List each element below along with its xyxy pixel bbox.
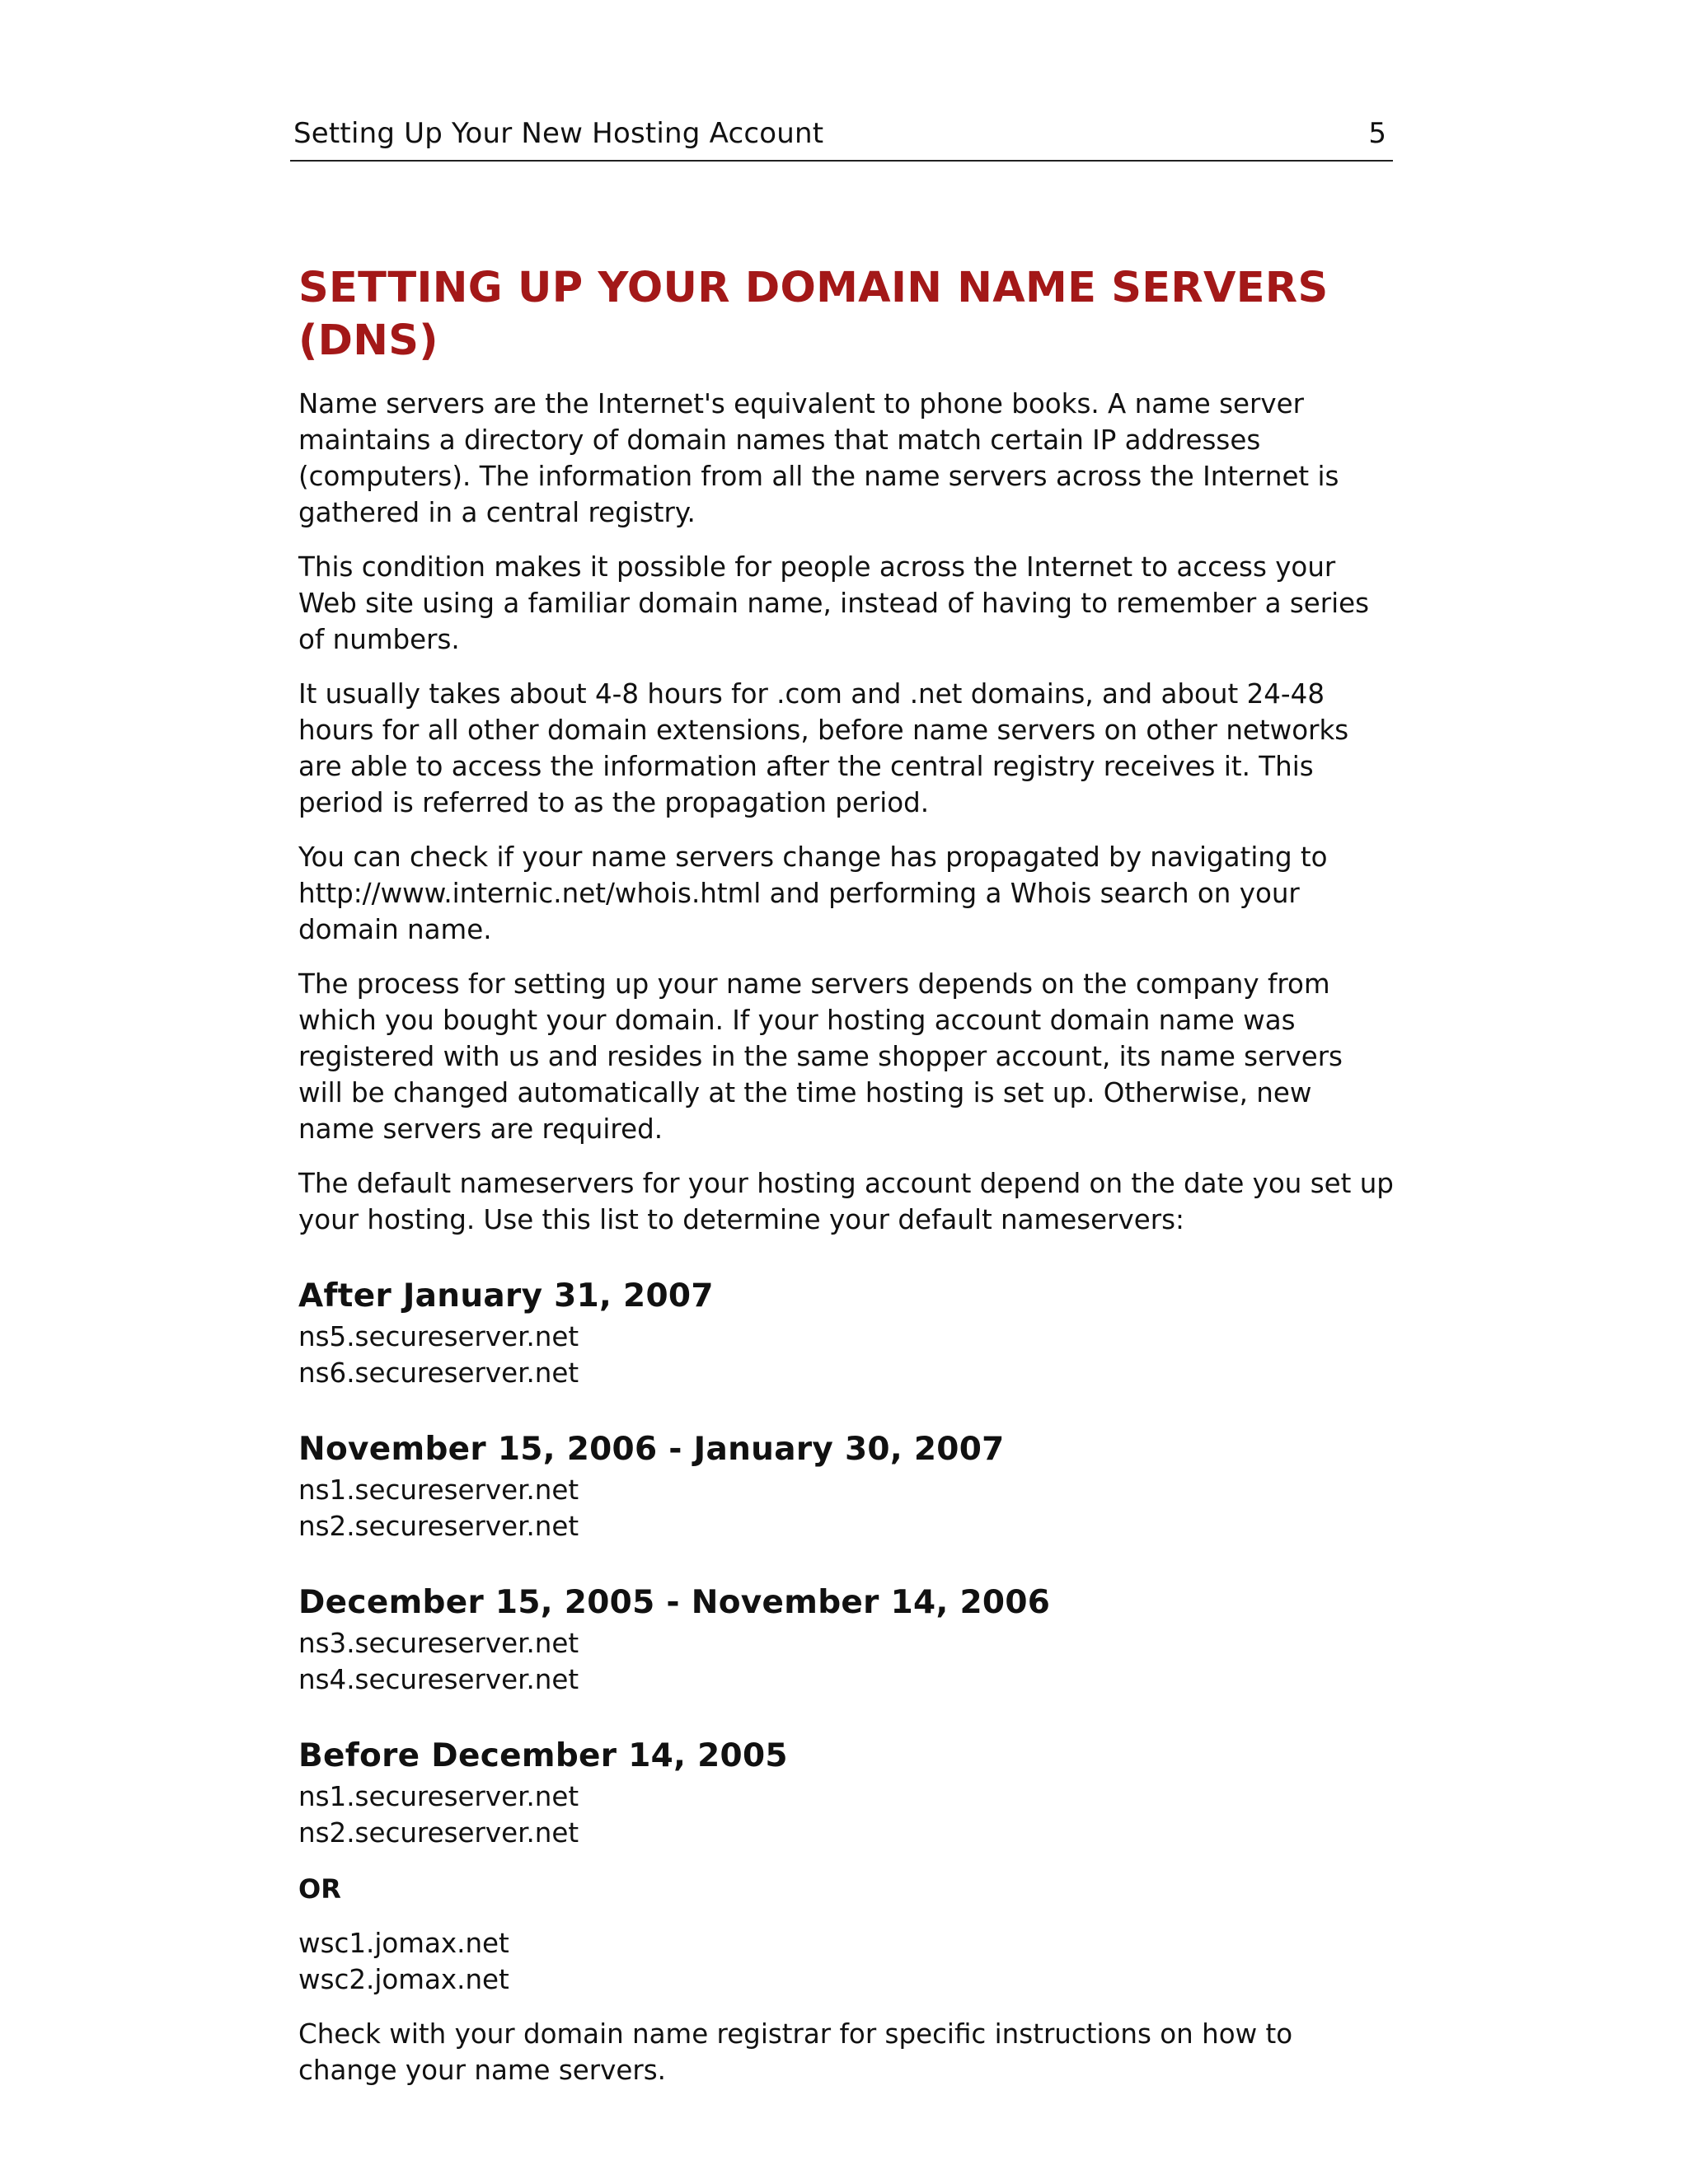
nameserver-entry: ns5.secureserver.net (298, 1321, 579, 1352)
nameserver-entry: ns3.secureserver.net (298, 1628, 579, 1659)
nameserver-entry: ns1.secureserver.net (298, 1781, 579, 1812)
nameserver-entry: wsc1.jomax.net (298, 1928, 509, 1959)
paragraph-familiar-domain: This condition makes it possible for people across the Internet to access your Web site using a familiar domain name, instead of having to remember a series of numbers. (298, 551, 1370, 655)
date-range-heading: November 15, 2006 - January 30, 2007 (298, 1431, 1005, 1468)
nameserver-entry: wsc2.jomax.net (298, 1964, 509, 1995)
nameserver-entry: ns2.secureserver.net (298, 1511, 579, 1542)
nameserver-group-dec-2005-nov-2006 (298, 1581, 1395, 1698)
paragraph-default-nameservers: The default nameservers for your hosting account depend on the date you set up your hosting. Use this list to determine your default nameservers: (298, 1168, 1394, 1235)
date-range-heading: Before December 14, 2005 (298, 1737, 788, 1774)
nameserver-entry: ns1.secureserver.net (298, 1474, 579, 1506)
header-title: Setting Up Your New Hosting Account (293, 117, 824, 150)
paragraph-setup-process: The process for setting up your name servers depends on the company from which you bought your domain. If your hosting account domain name was registered with us and resides in the same shopper account, its name servers will be changed automatically at the time hosting is set up. Otherwise, new name servers are required. (298, 968, 1343, 1145)
paragraph-closing: Check with your domain name registrar for specific instructions on how to change your name servers. (298, 2018, 1293, 2086)
paragraph-propagation-period: It usually takes about 4-8 hours for .com and .net domains, and about 24-48 hours for all other domain extensions, before name servers on other networks are able to access the information after the central registry receives it. This period is referred to as the propagation period. (298, 678, 1349, 818)
running-header (290, 114, 1393, 162)
page-number: 5 (1368, 117, 1386, 150)
nameserver-entry: ns6.secureserver.net (298, 1357, 579, 1389)
paragraph-check-propagation: You can check if your name servers change has propagated by navigating to http://www.internic.net/whois.html and performing a Whois search on your domain name. (298, 841, 1328, 945)
section-title: SETTING UP YOUR DOMAIN NAME SERVERS (DNS) (298, 264, 1329, 365)
or-label: OR (298, 1873, 341, 1905)
nameserver-group-nov-2006-jan-2007 (298, 1427, 1395, 1544)
nameserver-entry: ns2.secureserver.net (298, 1817, 579, 1849)
nameserver-entry: ns4.secureserver.net (298, 1664, 579, 1695)
main-content (298, 262, 1395, 2107)
date-range-heading: December 15, 2005 - November 14, 2006 (298, 1584, 1051, 1621)
date-range-heading: After January 31, 2007 (298, 1277, 714, 1315)
nameserver-group-after-jan-2007 (298, 1274, 1395, 1391)
nameserver-group-before-dec-2005 (298, 1734, 1395, 1998)
paragraph-name-servers-intro: Name servers are the Internet's equivalent to phone books. A name server maintains a directory of domain names that match certain IP addresses (computers). The information from all the name servers across the Internet is gathered in a central registry. (298, 388, 1339, 528)
